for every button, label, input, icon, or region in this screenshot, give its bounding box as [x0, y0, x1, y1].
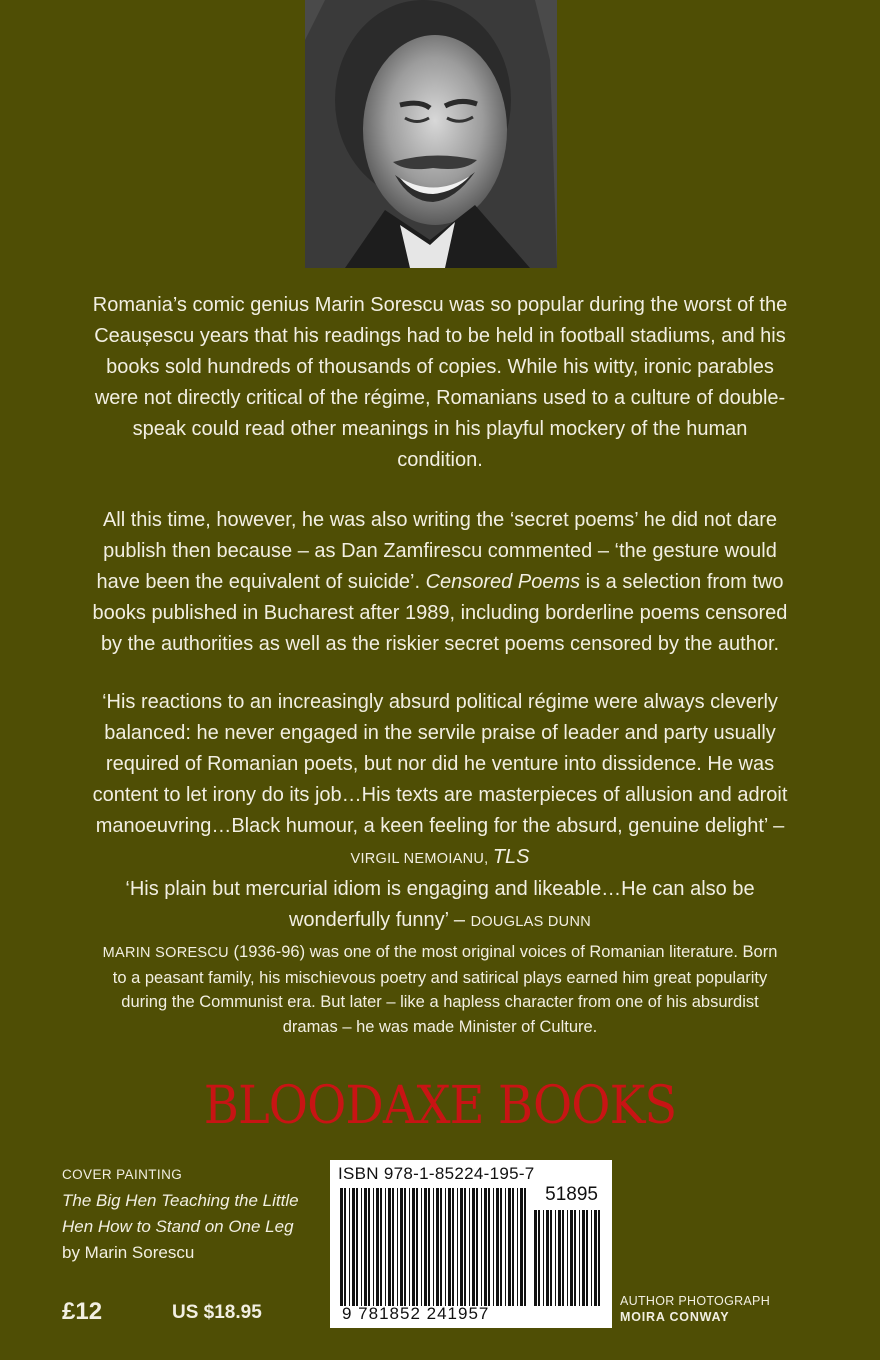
barcode-bar: [361, 1188, 362, 1306]
price-usd: US $18.95: [172, 1302, 262, 1323]
barcode-bar: [421, 1188, 422, 1306]
barcode-bar: [380, 1188, 382, 1306]
blurb-paragraph-2: [90, 505, 790, 660]
publisher-logo: BLOODAXE BOOKS: [203, 1076, 677, 1136]
barcode-bar: [392, 1188, 394, 1306]
barcode-bar: [440, 1188, 442, 1306]
book-title: Censored Poems: [425, 571, 581, 593]
barcode-bar: [493, 1188, 494, 1306]
barcode-bar: [555, 1210, 556, 1306]
barcode-bar: [496, 1188, 499, 1306]
barcode-bar: [524, 1188, 526, 1306]
barcode-bar: [448, 1188, 451, 1306]
barcode-bar: [484, 1188, 487, 1306]
barcode-bar: [376, 1188, 379, 1306]
review-quote-2: [90, 874, 790, 938]
isbn-label: ISBN 978-1-85224-195-7: [338, 1164, 535, 1183]
barcode-bar: [344, 1188, 346, 1306]
author-photo-name: MOIRA CONWAY: [620, 1310, 730, 1324]
barcode-bar: [488, 1188, 490, 1306]
barcode-bar: [517, 1188, 518, 1306]
review-quote-1-author: VIRGIL NEMOIANU,: [350, 851, 493, 867]
barcode-bar: [397, 1188, 398, 1306]
review-quote-2-text: ‘His plain but mercurial idiom is engaging and likeable…He can also be wonderfully funny’ –: [125, 878, 755, 931]
barcode-bar: [582, 1210, 585, 1306]
barcode-bar: [349, 1188, 350, 1306]
barcode-bar: [400, 1188, 403, 1306]
barcode-bar: [464, 1188, 466, 1306]
barcode-bar: [409, 1188, 410, 1306]
barcode-bar: [416, 1188, 418, 1306]
barcode-bar: [546, 1210, 549, 1306]
barcode-bar: [428, 1188, 430, 1306]
author-photo-credit: [620, 1293, 770, 1325]
barcode-bar: [385, 1188, 386, 1306]
barcode-bar: [404, 1188, 406, 1306]
barcode-bar: [364, 1188, 367, 1306]
barcode-digits: 9 781852 241957: [342, 1304, 490, 1323]
barcode-bar: [457, 1188, 458, 1306]
barcode-bar: [388, 1188, 391, 1306]
barcode-bar: [472, 1188, 475, 1306]
review-quote-2-author: DOUGLAS DUNN: [470, 914, 591, 930]
blurb-paragraph-2-part-a: All this time, however, he was also writing the ‘secret poems’ he did not dare publish then because – as Dan Zamfirescu commented – ‘the gesture would have been the equivalent of suicide’.: [96, 509, 778, 593]
barcode-bar: [520, 1188, 523, 1306]
barcode-bar: [534, 1210, 537, 1306]
blurb-paragraph-1: Romania’s comic genius Marin Sorescu was so popular during the worst of the Ceaușescu years that his readings had to be held in football stadiums, and his books sold hundreds of thousands of copies. While his witty, ironic parables were not directly critical of the régime, Romanians used to a culture of double-speak could read other meanings in his playful mockery of the human condition.: [92, 294, 788, 471]
blurb-paragraph-2-part-b: is a selection from two books published in Bucharest after 1989, including borderline poems censored by the authorities as well as the riskier secret poems censored by the author.: [92, 571, 788, 655]
barcode-bar: [481, 1188, 482, 1306]
cover-painting-label: COVER PAINTING: [62, 1167, 183, 1182]
barcode-bar: [512, 1188, 514, 1306]
barcode-bar: [356, 1188, 358, 1306]
barcode-bar: [412, 1188, 415, 1306]
cover-painting-credit: [62, 1162, 332, 1266]
barcode-bar: [570, 1210, 573, 1306]
price-code: 51895: [545, 1184, 598, 1205]
barcode-bar: [373, 1188, 374, 1306]
barcode-bar: [558, 1210, 561, 1306]
barcode-bar: [598, 1210, 600, 1306]
review-quote-1-source: TLS: [492, 846, 530, 868]
author-bio-text: (1936-96) was one of the most original voices of Romanian literature. Born to a peasant family, his mischievous poetry and satirical plays earned him great popularity during the Communist era. But later – like a hapless character from one of his absurdist dramas – he was made Minister of Culture.: [112, 943, 778, 1036]
author-portrait-photo: [305, 0, 557, 268]
author-bio: [100, 940, 780, 1039]
barcode-bar: [352, 1188, 355, 1306]
barcode-bar: [586, 1210, 588, 1306]
barcode-bar: [538, 1210, 540, 1306]
cover-painting-title: The Big Hen Teaching the Little Hen How to Stand on One Leg: [62, 1191, 299, 1236]
barcode-bar: [424, 1188, 427, 1306]
barcode-bar: [594, 1210, 597, 1306]
review-quote-1-text: ‘His reactions to an increasingly absurd political régime were always cleverly balanced: he never engaged in the servile praise of leader and party usually required of Romanian poets, but nor did he venture into dissidence. He was content to let irony do its job…His texts are masterpieces of allusion and adroit manoeuvring…Black humour, a keen feeling for the absurd, genuine delight’ –: [92, 691, 788, 837]
barcode-bar: [445, 1188, 446, 1306]
barcode-bar: [550, 1210, 552, 1306]
barcode-bar: [508, 1188, 511, 1306]
barcode-bar: [469, 1188, 470, 1306]
author-photo-label: AUTHOR PHOTOGRAPH: [620, 1294, 771, 1308]
barcode-bar: [476, 1188, 478, 1306]
barcode-bar: [436, 1188, 439, 1306]
portrait-illustration: [305, 0, 557, 268]
price-gbp: £12: [62, 1298, 103, 1325]
review-quote-1: [90, 687, 790, 875]
isbn-barcode: [330, 1160, 612, 1328]
barcode-bar: [460, 1188, 463, 1306]
barcode-bar: [368, 1188, 370, 1306]
barcode-bar: [574, 1210, 576, 1306]
cover-painting-artist: by Marin Sorescu: [62, 1243, 195, 1262]
barcode-bar: [500, 1188, 502, 1306]
author-bio-name: MARIN SORESCU: [102, 945, 229, 961]
barcode-bar: [433, 1188, 434, 1306]
barcode-bar: [567, 1210, 568, 1306]
barcode-bar: [543, 1210, 544, 1306]
barcode-bar: [505, 1188, 506, 1306]
barcode-bar: [579, 1210, 580, 1306]
barcode-bar: [562, 1210, 564, 1306]
barcode-bar: [591, 1210, 592, 1306]
barcode-bar: [452, 1188, 454, 1306]
barcode-bar: [340, 1188, 343, 1306]
